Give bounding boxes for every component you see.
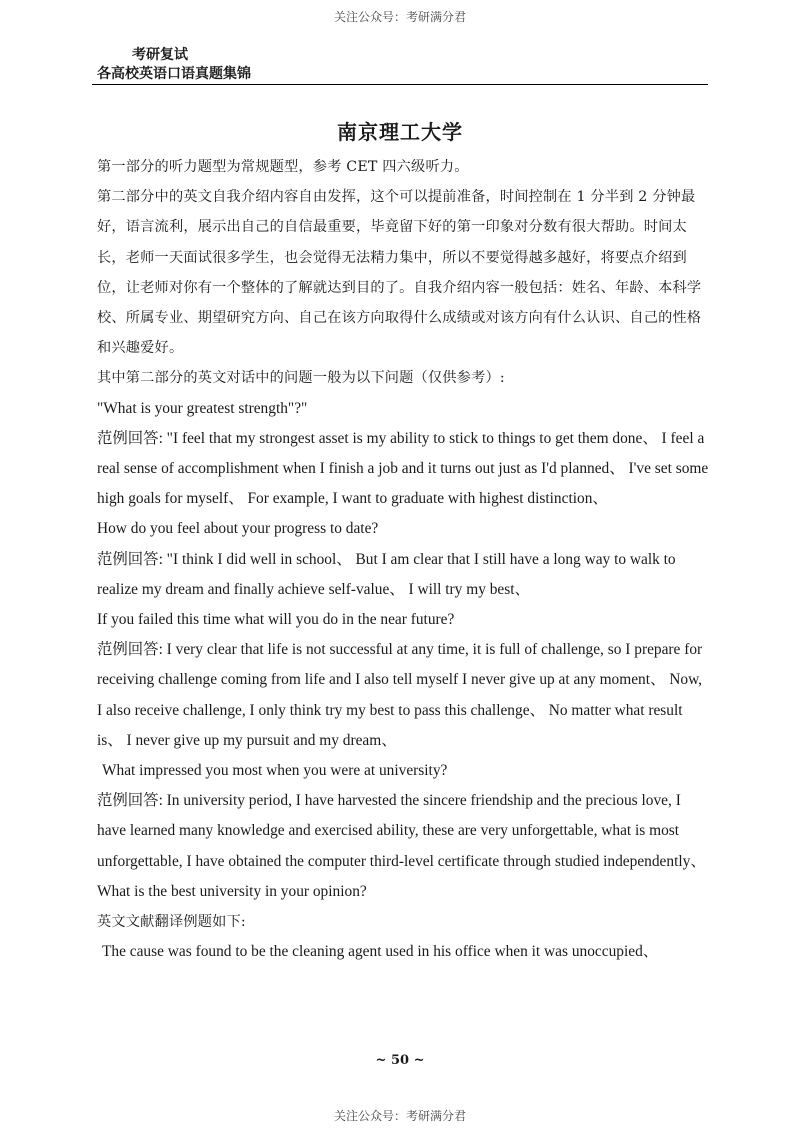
- paragraph: 第二部分中的英文自我介绍内容自由发挥，这个可以提前准备，时间控制在 1 分半到 2 分钟最好，语言流利，展示出自己的自信最重要，毕竟留下好的第一印象对分数有很大帮助。时间太长，老师一天面试很多学生，也会觉得无法精力集中，所以不要觉得越多越好，将要点介绍到位，让老师对你有一个整体的了解就达到目的了。自我介绍内容一般包括：姓名、年龄、本科学校、所属专业、期望研究方向、自己在该方向取得什么成绩或对该方向有什么认识、自己的性格和兴趣爱好。: [97, 189, 702, 357]
- paragraph: 其中第二部分的英文对话中的问题一般为以下问题（仅供参考）:: [97, 370, 505, 387]
- question: "What is your greatest strength"?": [97, 399, 308, 417]
- sample-answer: 范例回答: "I feel that my strongest asset is my ability to stick to things to get them done、 I feel a real sense of accomplishment when I finish a job and it turns out just as I'd planned、 I've set some high goals for myself、 For example, I want to graduate with highest distinction、: [97, 429, 709, 508]
- document-body: [97, 152, 709, 967]
- sample-answer: 范例回答: "I think I did well in school、 But I am clear that I still have a long way to walk to realize my dream and finally achieve self-value、 I will try my best、: [97, 550, 676, 598]
- question: What is the best university in your opinion?: [97, 882, 367, 900]
- header-line-2: 各高校英语口语真题集锦: [97, 66, 251, 82]
- translation-example: The cause was found to be the cleaning agent used in his office when it was unoccupied、: [102, 943, 659, 961]
- header-rule: [92, 84, 708, 85]
- page-number: ~ 50 ~: [375, 1053, 425, 1068]
- question: How do you feel about your progress to date?: [97, 520, 379, 538]
- question: If you failed this time what will you do in the near future?: [97, 611, 455, 629]
- watermark-top: 关注公众号：考研满分君: [333, 10, 466, 24]
- header-line-1: 考研复试: [132, 47, 188, 63]
- paragraph: 第一部分的听力题型为常规题型，参考 CET 四六级听力。: [97, 159, 469, 175]
- section-heading: 英文文献翻译例题如下:: [97, 914, 246, 931]
- question: What impressed you most when you were at university?: [102, 762, 448, 780]
- watermark-bottom: 关注公众号：考研满分君: [333, 1109, 466, 1123]
- sample-answer: 范例回答: In university period, I have harvested the sincere friendship and the precious love, I have learned many knowledge and exercised ability, these are very unforgettable, what is most unforgettable, I have obtained the computer third-level certificate through studied independently、: [97, 792, 706, 870]
- page-title: 南京理工大学: [337, 120, 463, 144]
- sample-answer: 范例回答: I very clear that life is not successful at any time, it is full of challenge, so I prepare for receiving challenge coming from life and I also tell myself I never give up at any moment、 Now, I also receive challenge, I only think try my best to pass this challenge、 No matter what result is、 I never give up my pursuit and my dream、: [97, 641, 703, 749]
